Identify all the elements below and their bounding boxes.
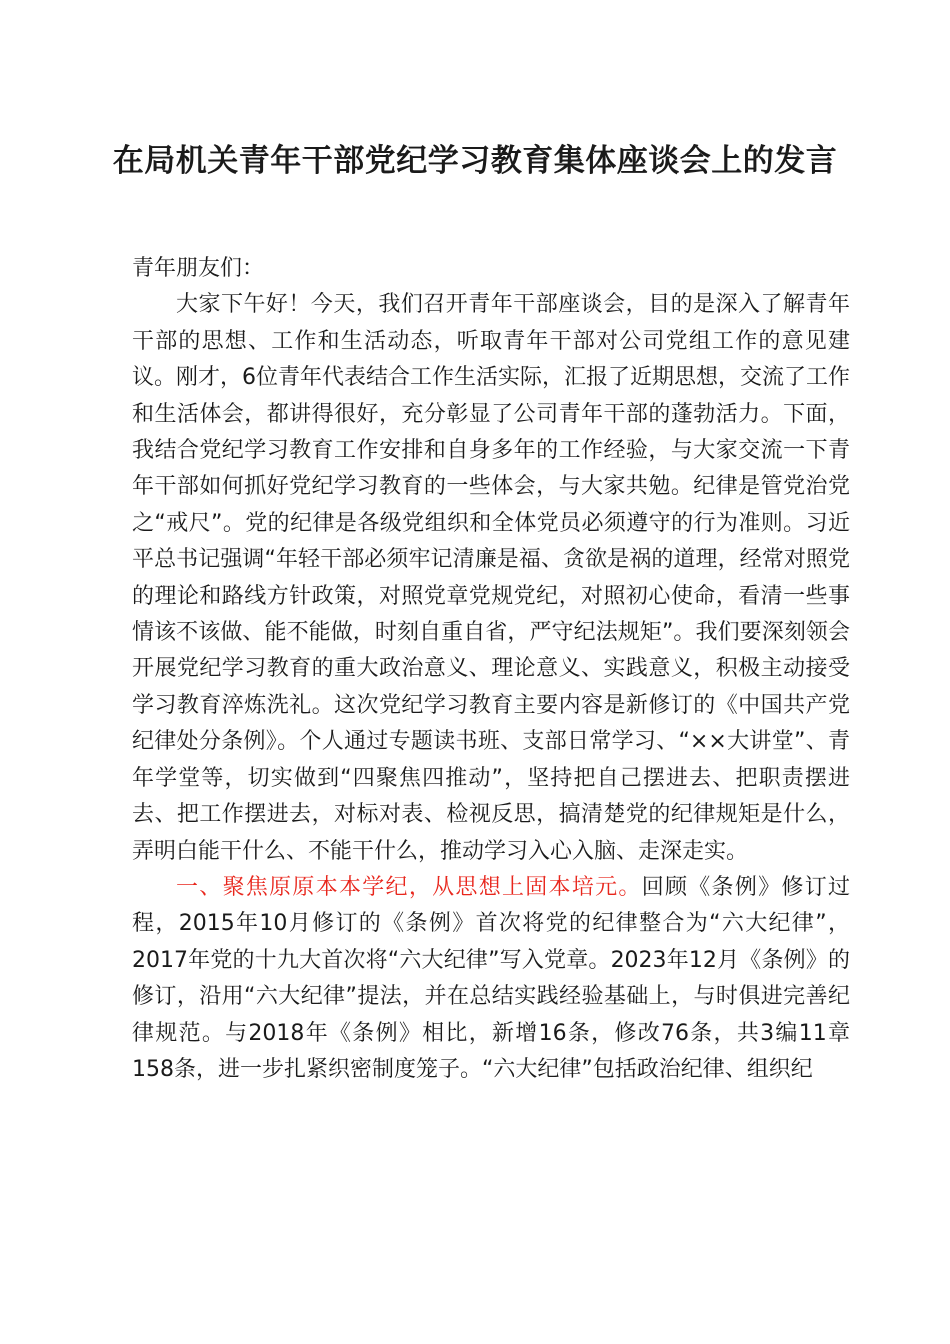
greeting-line: 青年朋友们： [132,256,265,281]
section-1-heading: 一、聚焦原原本本学纪，从思想上固本培元。 [176,874,642,900]
paragraph-section-1 [132,870,850,1088]
paragraph-opening: 大家下午好！今天，我们召开青年干部座谈会，目的是深入了解青年干部的思想、工作和生活动态，听取青年干部对公司党组工作的意见建议。刚才，6位青年代表结合工作生活实际，汇报了近期思想，交流了工作和生活体会，都讲得很好，充分彰显了公司青年干部的蓬勃活力。下面，我结合党纪学习教育工作安排和自身多年的工作经验，与大家交流一下青年干部如何抓好党纪学习教育的一些体会，与大家共勉。纪律是管党治党之“戒尺”。党的纪律是各级党组织和全体党员必须遵守的行为准则。习近平总书记强调“年轻干部必须牢记清廉是福、贪欲是祸的道理，经常对照党的理论和路线方针政策，对照党章党规党纪，对照初心使命，看清一些事情该不该做、能不能做，时刻自重自省，严守纪法规矩”。我们要深刻领会开展党纪学习教育的重大政治意义、理论意义、实践意义，积极主动接受学习教育淬炼洗礼。这次党纪学习教育主要内容是新修订的《中国共产党纪律处分条例》。个人通过专题读书班、支部日常学习、“××大讲堂”、青年学堂等，切实做到“四聚焦四推动”，坚持把自己摆进去、把职责摆进去、把工作摆进去，对标对表、检视反思，搞清楚党的纪律规矩是什么，弄明白能干什么、不能干什么，推动学习入心入脑、走深走实。 [132,292,850,864]
document-body [132,251,850,1088]
section-1-text: 回顾《条例》修订过程，2015年10月修订的《条例》首次将党的纪律整合为“六大纪律”，2017年党的十九大首次将“六大纪律”写入党章。2023年12月《条例》的修订，沿用“六大纪律”提法，并在总结实践经验基础上，与时俱进完善纪律规范。与2018年《条例》相比，新增16条，修改76条，共3编11章158条，进一步扎紧织密制度笼子。“六大纪律”包括政治纪律、组织纪 [132,874,850,1082]
document-title: 在局机关青年干部党纪学习教育集体座谈会上的发言 [112,143,838,179]
